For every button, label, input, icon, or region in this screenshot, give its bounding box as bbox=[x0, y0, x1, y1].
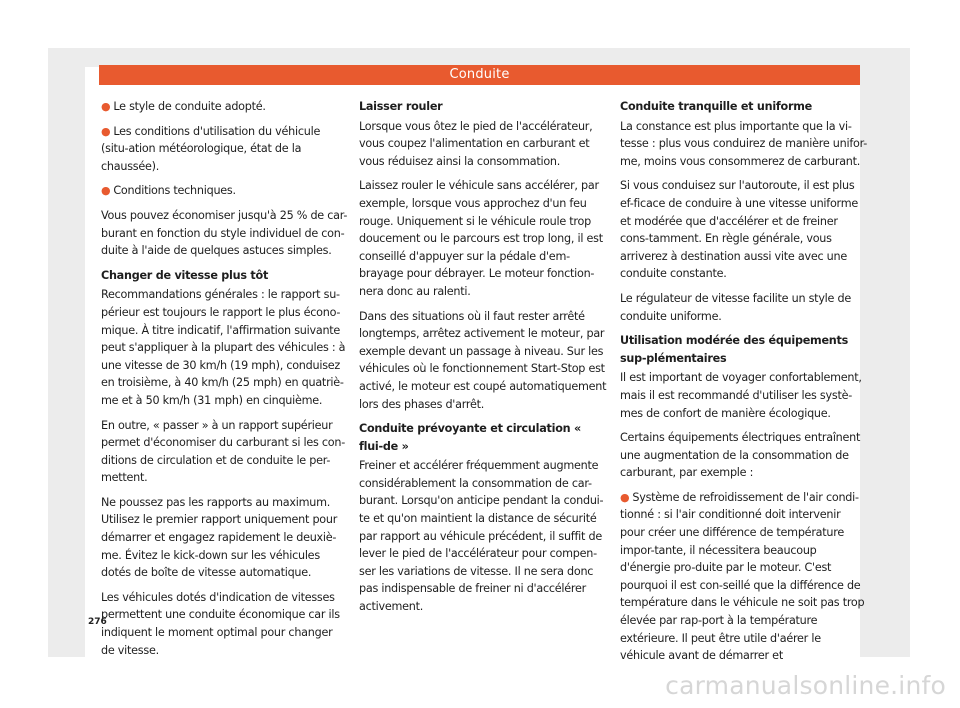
paragraph: En outre, « passer » à un rapport supérieur permet d'économiser du carburant si les con-ditions de circulation et de conduite le per-mettent. bbox=[101, 418, 346, 485]
bullet-item: ● Système de refroidissement de l'air condi-tionné : si l'air conditionné doit intervenir pour créer une différence de température impor-tante, il nécessitera beaucoup d'énergie pro-duite par le moteur. C'est pourquoi il est con-seillé que la différence de température dans le véhicule ne soit pas trop élevée par rap-port à la température extérieure. Il peut être utile d'aérer le véhicule avant de démarrer et bbox=[620, 490, 865, 663]
paragraph: Il est important de voyager confortablement, mais il est recommandé d'utiliser les systè-mes de confort de manière écologique. bbox=[620, 371, 862, 420]
section-heading: Conduite tranquille et uniforme bbox=[620, 100, 812, 113]
paragraph: Freiner et accélérer fréquemment augmente considérablement la consommation de car-burant. Lorsqu'on anticipe pendant la condui-te et qu'on maintient la distance de sécurité par rapport au véhicule précédent, il suffit de lever le pied de l'accélérateur pour compen-ser les variations de vitesse. Il ne sera donc pas indispensable de freiner ni d'accélérer activement. bbox=[359, 459, 604, 614]
paragraph: Certains équipements électriques entraînent une augmentation de la consommation de carburant, par exemple : bbox=[620, 431, 861, 480]
paragraph: Recommandations générales : le rapport su-périeur est toujours le rapport le plus écono-mique. À titre indicatif, l'affirmation suivante peut s'appliquer à la plupart des véhicules : à une vitesse de 30 km/h (19 mph), conduisez en troisième, à 40 km/h (25 mph) en quatriè-me et à 50 km/h (31 mph) en cinquième. bbox=[101, 288, 346, 407]
column-1 bbox=[101, 98, 349, 666]
page-number: 276 bbox=[88, 617, 107, 627]
paragraph: Ne poussez pas les rapports au maximum. Utilisez le premier rapport uniquement pour démarrer et engagez rapidement le deuxiè-me. Évitez le kick-down sur les véhicules dotés de boîte de vitesse automatique. bbox=[101, 495, 338, 580]
paragraph: Dans des situations où il faut rester arrêté longtemps, arrêtez activement le moteur, par exemple devant un passage à niveau. Sur les véhicules où le fonctionnement Start-Stop est activé, le moteur est coupé automatiquement lors des phases d'arrêt. bbox=[359, 309, 607, 411]
chapter-title: Conduite bbox=[449, 67, 510, 82]
column-3 bbox=[620, 98, 868, 672]
paragraph: Lorsque vous ôtez le pied de l'accélérateur, vous coupez l'alimentation en carburant et vous réduisez ainsi la consommation. bbox=[359, 119, 593, 168]
column-2 bbox=[359, 98, 607, 623]
bullet-icon: ● bbox=[101, 124, 111, 138]
bullet-item: ● Conditions techniques. bbox=[101, 184, 236, 198]
section-heading: Utilisation modérée des équipements sup-plémentaires bbox=[620, 334, 849, 365]
chapter-header bbox=[99, 65, 860, 85]
paragraph: Les véhicules dotés d'indication de vitesses permettent une conduite économique car ils indiquent le moment optimal pour changer de vitesse. bbox=[101, 590, 340, 657]
intro-paragraph: Vous pouvez économiser jusqu'à 25 % de car-burant en fonction du style individuel de con-duite à l'aide de quelques astuces simples. bbox=[101, 208, 348, 258]
section-heading: Changer de vitesse plus tôt bbox=[101, 268, 269, 282]
paragraph: Laissez rouler le véhicule sans accélérer, par exemple, lorsque vous approchez d'un feu rouge. Uniquement si le véhicule roule trop doucement ou le parcours est trop long, il est conseillé d'appuyer sur la pédale d'em-brayage pour débrayer. Le moteur fonction-nera donc au ralenti. bbox=[359, 179, 603, 298]
section-heading: Laisser rouler bbox=[359, 100, 443, 113]
bullet-item: ● Le style de conduite adopté. bbox=[101, 100, 266, 113]
bullet-icon: ● bbox=[620, 490, 630, 504]
bullet-icon: ● bbox=[101, 184, 111, 198]
bullet-icon: ● bbox=[101, 100, 111, 113]
paragraph: Le régulateur de vitesse facilite un style de conduite uniforme. bbox=[620, 291, 851, 323]
bullet-item: ● Les conditions d'utilisation du véhicule (situ-ation météorologique, état de la chaussée). bbox=[101, 124, 321, 173]
section-heading: Conduite prévoyante et circulation « flui-de » bbox=[359, 422, 581, 453]
paragraph: Si vous conduisez sur l'autoroute, il est plus ef-ficace de conduire à une vitesse uniforme et modérée que d'accélérer et de freiner cons-tamment. En règle générale, vous arriverez à destination aussi vite avec une conduite constante. bbox=[620, 179, 858, 281]
paragraph: La constance est plus importante que la vi-tesse : plus vous conduirez de manière unifor-me, moins vous consommerez de carburant. bbox=[620, 119, 868, 168]
watermark: carmanualsonline.info bbox=[665, 671, 946, 700]
